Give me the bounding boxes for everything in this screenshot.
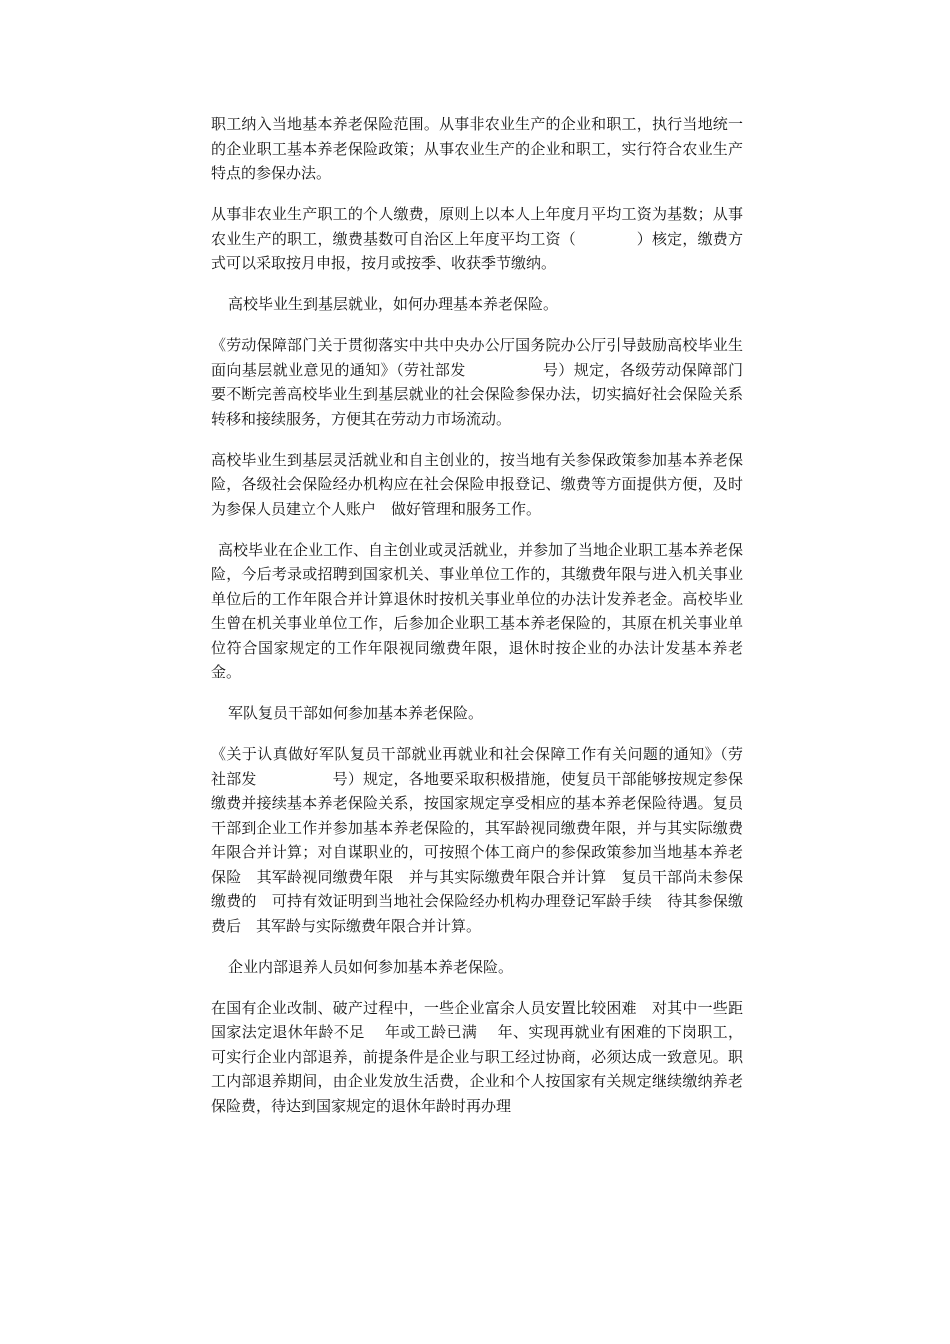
heading-graduates: 高校毕业生到基层就业，如何办理基本养老保险。 [228,295,559,313]
paragraph-coverage: 职工纳入当地基本养老保险范围。从事非农业生产的企业和职工，执行当地统一的企业职工基本养老保险政策；从事农业生产的企业和职工，实行符合农业生产特点的参保办法。 [211,115,743,182]
heading-veterans: 军队复员干部如何参加基本养老保险。 [228,704,484,722]
paragraph-internal-retirees: 在国有企业改制、破产过程中，一些企业富余人员安置比较困难 对其中一些距国家法定退休年龄不足 年或工龄已满 年、实现再就业有困难的下岗职工，可实行企业内部退养，前提条件是企业与职工经过协商，必须达成一致意见。职工内部退养期间，由企业发放生活费，企业和个人按国家有关规定继续缴纳养老保险费，待达到国家规定的退休年龄时再办理 [211,998,743,1115]
paragraph-graduates-notice: 《劳动保障部门关于贯彻落实中共中央办公厅国务院办公厅引导鼓励高校毕业生面向基层就业意见的通知》（劳社部发 号）规定，各级劳动保障部门要不断完善高校毕业生到基层就业的社会保险参保办法，切实搞好社会保险关系转移和接续服务，方便其在劳动力市场流动。 [211,336,743,428]
paragraph-veterans-notice: 《关于认真做好军队复员干部就业再就业和社会保障工作有关问题的通知》（劳社部发 号）规定，各地要采取积极措施，使复员干部能够按规定参保缴费并接续基本养老保险关系，按国家规定享受相应的基本养老保险待遇。复员干部到企业工作并参加基本养老保险的，其军龄视同缴费年限，并与其实际缴费年限合并计算；对自谋职业的，可按照个体工商户的参保政策参加当地基本养老保险 其军龄视同缴费年限 并与其实际缴费年限合并计算 复员干部尚未参保缴费的 可持有效证明到当地社会保险经办机构办理登记军龄手续 待其参保缴费后 其军龄与实际缴费年限合并计算。 [211,745,743,935]
heading-internal-retirees: 企业内部退养人员如何参加基本养老保险。 [228,957,514,976]
paragraph-contribution-base: 从事非农业生产职工的个人缴费，原则上以本人上年度月平均工资为基数；从事农业生产的职工，缴费基数可自治区上年度平均工资（ ）核定，缴费方式可以采取按月申报，按月或按季、收获季节缴纳。 [211,205,743,272]
paragraph-graduates-flexible: 高校毕业生到基层灵活就业和自主创业的，按当地有关参保政策参加基本养老保险，各级社会保险经办机构应在社会保险申报登记、缴费等方面提供方便，及时为参保人员建立个人账户 做好管理和服务工作。 [211,450,743,518]
paragraph-graduates-years: 高校毕业在企业工作、自主创业或灵活就业，并参加了当地企业职工基本养老保险，今后考录或招聘到国家机关、事业单位工作的，其缴费年限与进入机关事业单位后的工作年限合并计算退休时按机关事业单位的办法计发养老金。高校毕业生曾在机关事业单位工作，后参加企业职工基本养老保险的，其原在机关事业单位符合国家规定的工作年限视同缴费年限，退休时按企业的办法计发基本养老金。 [211,540,744,681]
document-body [211,112,743,1135]
